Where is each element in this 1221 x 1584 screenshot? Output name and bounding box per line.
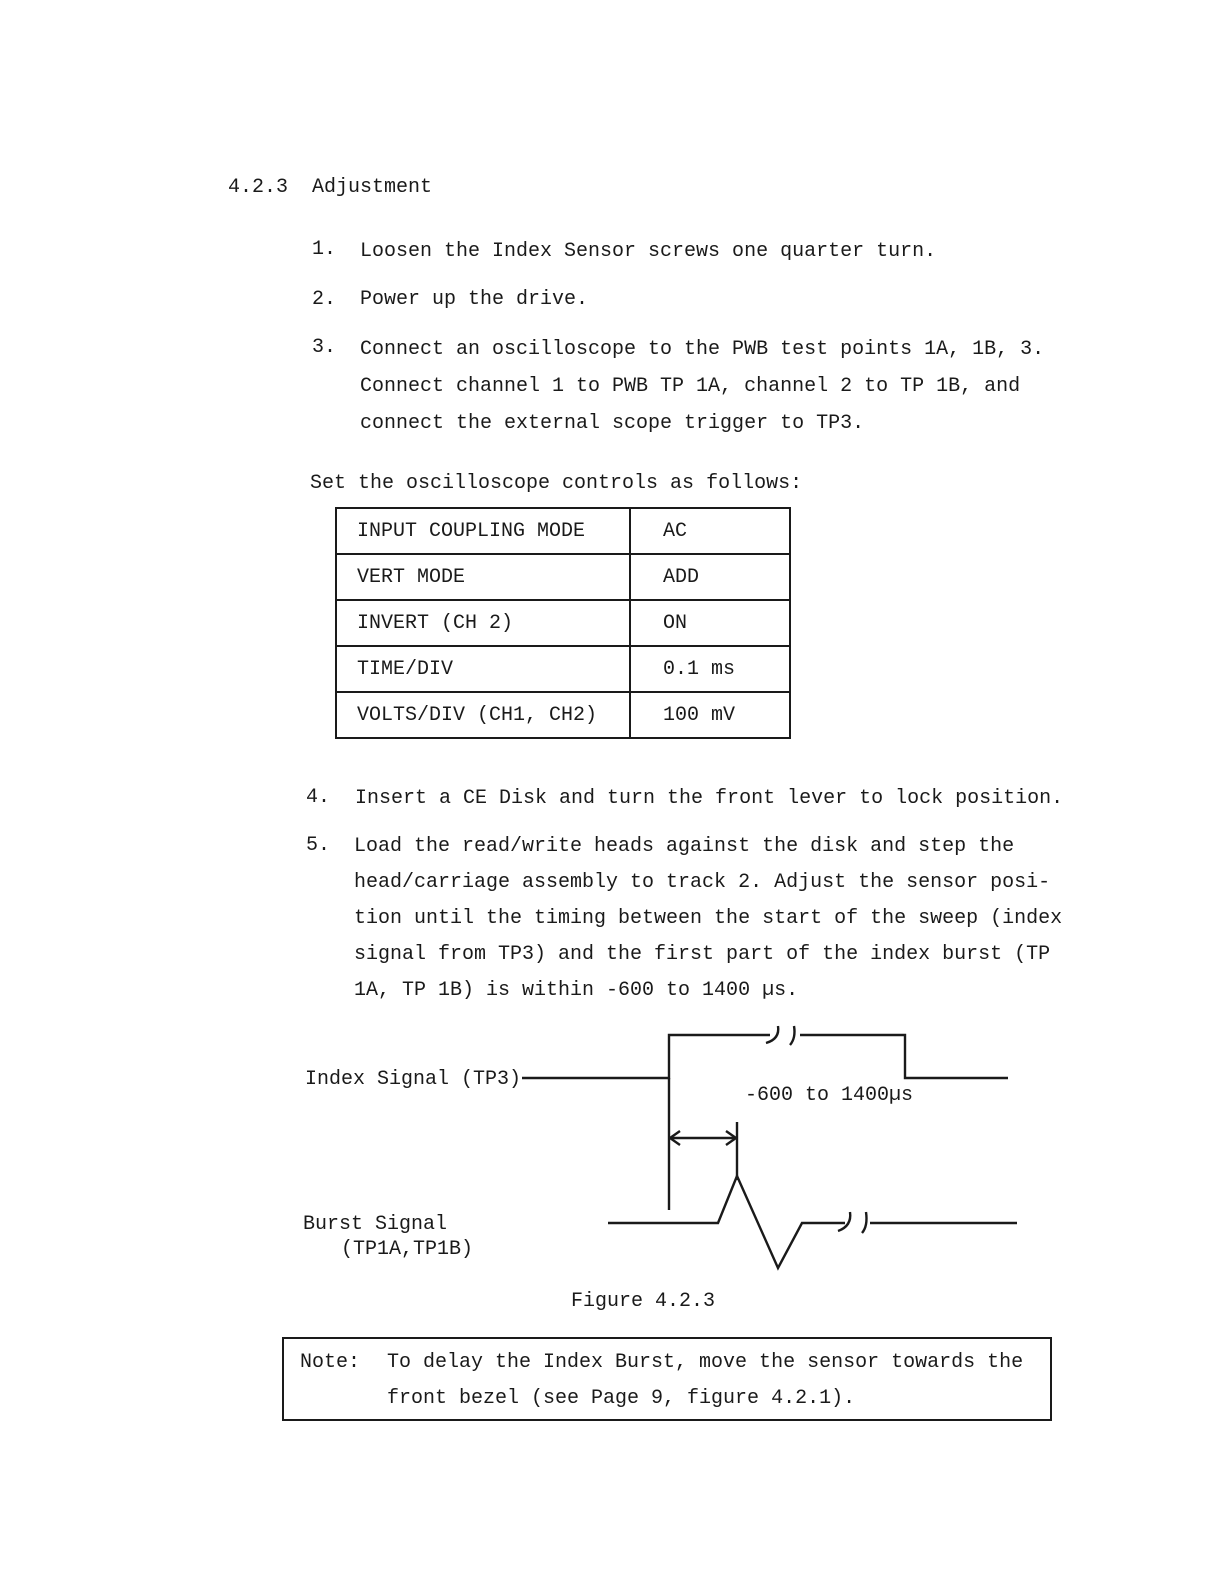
step-3-number: 3.	[312, 336, 337, 359]
section-number: 4.2.3	[228, 176, 289, 199]
setting-name: INPUT COUPLING MODE	[336, 508, 630, 554]
burst-break-mark	[862, 1212, 867, 1233]
index-break-mark	[790, 1026, 795, 1045]
setting-name: VOLTS/DIV (CH1, CH2)	[336, 692, 630, 738]
step-3-text-line-1: Connect an oscilloscope to the PWB test points 1A, 1B, 3.	[360, 338, 1045, 361]
step-3-text-line-3: connect the external scope trigger to TP3.	[360, 412, 865, 435]
step-5-number: 5.	[306, 834, 331, 857]
section-title: Adjustment	[312, 176, 433, 199]
burst-signal-label: Burst Signal	[303, 1213, 448, 1236]
step-5-text-line-2: head/carriage assembly to track 2. Adjust the sensor posi-	[354, 871, 1051, 894]
burst-signal-sublabel: (TP1A,TP1B)	[341, 1238, 474, 1261]
step-1-text: Loosen the Index Sensor screws one quarter turn.	[360, 240, 937, 263]
step-2-text: Power up the drive.	[360, 288, 589, 311]
setting-name: INVERT (CH 2)	[336, 600, 630, 646]
step-5-text-line-3: tion until the timing between the start of the sweep (index	[354, 907, 1063, 930]
step-4-number: 4.	[306, 786, 331, 809]
figure-caption: Figure 4.2.3	[571, 1290, 716, 1313]
note-text-line-1: To delay the Index Burst, move the sensor towards the	[387, 1351, 1024, 1374]
setting-value: ON	[630, 600, 790, 646]
setting-value: 100 mV	[630, 692, 790, 738]
index-signal-waveform	[522, 1035, 1008, 1078]
setting-value: 0.1 ms	[630, 646, 790, 692]
setting-value: ADD	[630, 554, 790, 600]
index-signal-label: Index Signal (TP3)	[305, 1068, 522, 1091]
setting-value: AC	[630, 508, 790, 554]
step-3-text-line-2: Connect channel 1 to PWB TP 1A, channel 2 to TP 1B, and	[360, 375, 1021, 398]
step-1-number: 1.	[312, 238, 337, 261]
note-text-line-2: front bezel (see Page 9, figure 4.2.1).	[387, 1387, 856, 1410]
setting-name: TIME/DIV	[336, 646, 630, 692]
burst-break-mark	[838, 1212, 850, 1231]
controls-intro: Set the oscilloscope controls as follows:	[310, 472, 803, 495]
setting-name: VERT MODE	[336, 554, 630, 600]
step-4-text: Insert a CE Disk and turn the front lever to lock position.	[355, 787, 1064, 810]
step-5-text-line-5: 1A, TP 1B) is within -600 to 1400 µs.	[354, 979, 799, 1002]
timing-range-label: -600 to 1400µs	[745, 1084, 914, 1107]
note-label: Note:	[300, 1351, 361, 1374]
step-5-text-line-4: signal from TP3) and the first part of the index burst (TP	[354, 943, 1051, 966]
step-2-number: 2.	[312, 288, 337, 311]
step-5-text-line-1: Load the read/write heads against the disk and step the	[354, 835, 1015, 858]
